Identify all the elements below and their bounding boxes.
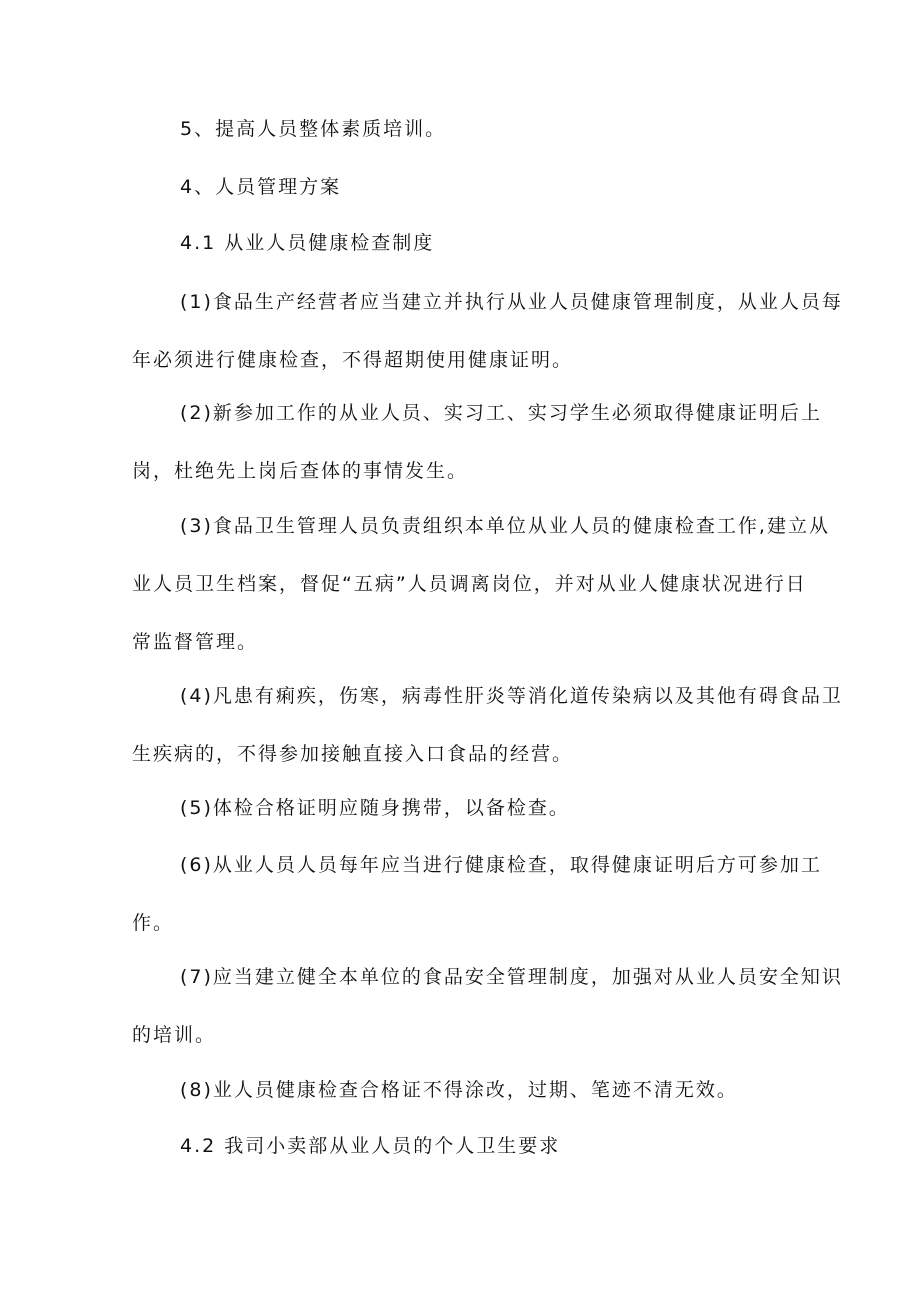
text-line: 作。 bbox=[132, 912, 175, 934]
text-line: (2)新参加工作的从业人员、实习工、实习学生必须取得健康证明后上 bbox=[180, 402, 822, 424]
text-line: 岗，杜绝先上岗后查体的事情发生。 bbox=[132, 460, 469, 482]
text-line: 业人员卫生档案，督促“五病”人员调离岗位，并对从业人健康状况进行日 bbox=[132, 573, 807, 595]
text-line: 4.1 从业人员健康检查制度 bbox=[180, 232, 435, 254]
paragraph-item-8 bbox=[132, 1061, 812, 1119]
text-line: (6)从业人员人员每年应当进行健康检查，取得健康证明后方可参加工 bbox=[180, 854, 822, 876]
text-line: (1)食品生产经营者应当建立并执行从业人员健康管理制度，从业人员每 bbox=[180, 291, 843, 313]
paragraph-item-7 bbox=[132, 948, 843, 1064]
text-line: 常监督管理。 bbox=[132, 631, 259, 653]
text-line: (7)应当建立健全本单位的食品安全管理制度，加强对从业人员安全知识 bbox=[180, 966, 843, 988]
paragraph-item-1 bbox=[132, 273, 843, 389]
paragraph-item-3 bbox=[132, 497, 830, 671]
text-line: 4、人员管理方案 bbox=[180, 176, 342, 198]
text-line: 4.2 我司小卖部从业人员的个人卫生要求 bbox=[180, 1135, 561, 1157]
text-line: (4)凡患有痢疾，伤寒，病毒性肝炎等消化道传染病以及其他有碍食品卫 bbox=[180, 685, 843, 707]
subsection-heading-health-check bbox=[132, 214, 812, 272]
section-heading-personnel-plan bbox=[132, 158, 812, 216]
text-line: 的培训。 bbox=[132, 1024, 217, 1046]
text-line: (3)食品卫生管理人员负责组织本单位从业人员的健康检查工作,建立从 bbox=[180, 515, 830, 537]
text-line: (5)体检合格证明应随身携带，以备检查。 bbox=[180, 797, 570, 819]
text-line: 年必须进行健康检查，不得超期使用健康证明。 bbox=[132, 349, 574, 371]
text-line: (8)业人员健康检查合格证不得涂改，过期、笔迹不清无效。 bbox=[180, 1079, 738, 1101]
paragraph-item-4 bbox=[132, 667, 843, 783]
subsection-heading-hygiene bbox=[132, 1117, 812, 1175]
text-line: 5、提高人员整体素质培训。 bbox=[180, 118, 447, 140]
paragraph-item-6 bbox=[132, 836, 822, 952]
paragraph-item-2 bbox=[132, 384, 822, 500]
text-line: 生疾病的，不得参加接触直接入口食品的经营。 bbox=[132, 743, 574, 765]
paragraph-item-5 bbox=[132, 779, 812, 837]
paragraph-training bbox=[132, 100, 812, 158]
